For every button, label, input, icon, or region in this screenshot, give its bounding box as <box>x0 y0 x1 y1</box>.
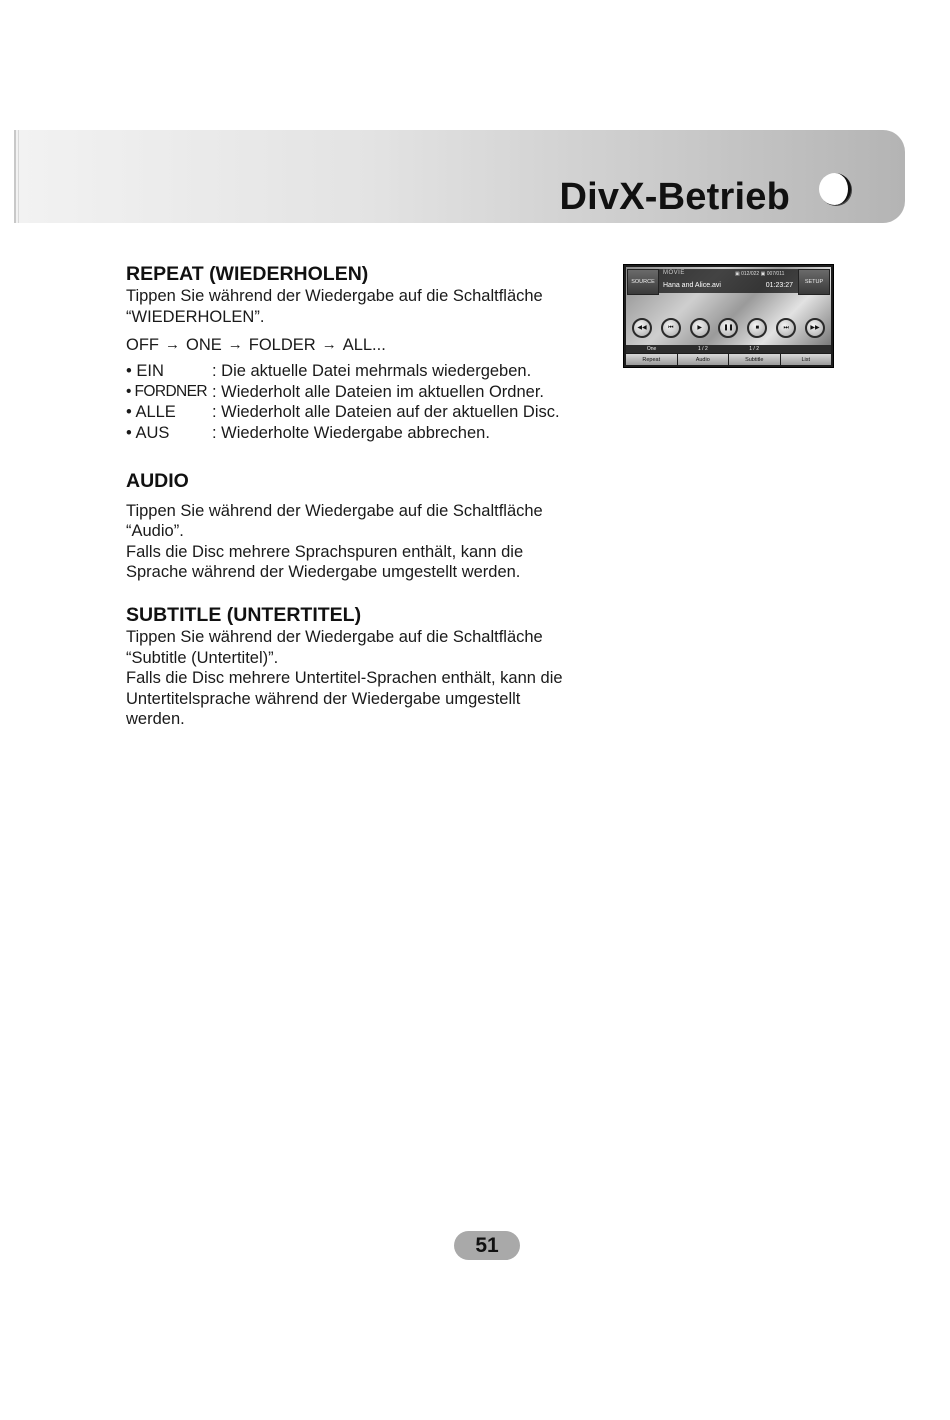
header-edge-line <box>14 130 16 223</box>
repeat-intro-line: Tippen Sie während der Wiedergabe auf die Schaltfläche <box>126 287 543 305</box>
rewind-icon[interactable]: ◀◀ <box>632 318 652 338</box>
option-description: : Die aktuelle Datei mehrmals wiedergeben. <box>212 362 532 381</box>
repeat-option <box>126 361 606 382</box>
header-edge-line <box>18 130 19 223</box>
audio-tab[interactable]: Audio <box>678 354 729 365</box>
audio-text-line: Tippen Sie während der Wiedergabe auf die Schaltfläche <box>126 501 543 520</box>
option-description: : Wiederholte Wiedergabe abbrechen. <box>212 423 490 442</box>
list-tab[interactable]: List <box>781 354 832 365</box>
subtitle-text-line: werden. <box>126 710 185 729</box>
status-row <box>626 345 831 353</box>
file-name: Hana and Alice.avi <box>663 282 721 289</box>
sequence-item: ALL... <box>342 336 386 355</box>
mode-label: MOVIE <box>663 270 685 276</box>
playback-info-bar <box>659 269 799 293</box>
repeat-option <box>126 382 606 403</box>
transport-controls <box>632 318 825 338</box>
track-counter: ▣ 012/022 ▣ 007/011 <box>735 271 785 277</box>
fast-forward-icon[interactable]: ▶▶ <box>805 318 825 338</box>
main-content <box>126 262 606 730</box>
subtitle-status: 1 / 2 <box>749 346 759 352</box>
subtitle-heading: SUBTITLE (UNTERTITEL) <box>126 603 362 626</box>
option-description: : Wiederholt alle Dateien auf der aktuellen Disc. <box>212 403 560 422</box>
sequence-item: OFF <box>126 336 159 355</box>
arrow-right-icon: → <box>227 336 243 354</box>
disc-icon <box>819 173 851 205</box>
subtitle-text-line: “Subtitle (Untertitel)”. <box>126 648 279 667</box>
audio-text-line: Sprache während der Wiedergabe umgestellt werden. <box>126 563 521 582</box>
subtitle-section <box>126 603 606 730</box>
repeat-mode-sequence <box>126 335 606 355</box>
repeat-intro-line: “WIEDERHOLEN”. <box>126 307 265 326</box>
audio-status: 1 / 2 <box>698 346 708 352</box>
subtitle-text-line: Untertitelsprache während der Wiedergabe umgestellt <box>126 689 521 708</box>
repeat-heading: REPEAT (WIEDERHOLEN) <box>126 263 369 285</box>
subtitle-text-line: Tippen Sie während der Wiedergabe auf die Schaltfläche <box>126 627 543 646</box>
repeat-status: One <box>646 346 657 352</box>
playback-time: 01:23:27 <box>765 282 793 289</box>
repeat-tab[interactable]: Repeat <box>626 354 677 365</box>
option-key: • FORDNER <box>126 382 207 400</box>
page-number: 51 <box>454 1231 520 1260</box>
option-key: • ALLE <box>126 403 176 422</box>
sequence-item: FOLDER <box>248 336 316 355</box>
option-key: • EIN <box>126 362 164 381</box>
setup-button[interactable]: SETUP <box>798 269 830 295</box>
audio-section <box>126 469 606 583</box>
subtitle-text-line: Falls die Disc mehrere Untertitel-Sprachen enthält, kann die <box>126 669 563 688</box>
next-icon[interactable]: ⏭ <box>776 318 796 338</box>
device-screen-illustration <box>623 264 834 368</box>
pause-icon[interactable]: ❚❚ <box>718 318 738 338</box>
repeat-option <box>126 402 606 423</box>
audio-text-line: “Audio”. <box>126 522 184 541</box>
stop-icon[interactable]: ■ <box>747 318 767 338</box>
repeat-option <box>126 423 606 444</box>
play-icon[interactable]: ▶ <box>690 318 710 338</box>
repeat-section <box>126 262 606 444</box>
audio-heading: AUDIO <box>126 469 189 492</box>
option-key: • AUS <box>126 423 170 442</box>
arrow-right-icon: → <box>165 336 180 354</box>
page-title: DivX-Betrieb <box>559 176 790 218</box>
subtitle-tab[interactable]: Subtitle <box>729 354 780 365</box>
previous-icon[interactable]: ⏮ <box>661 318 681 338</box>
source-button[interactable]: SOURCE <box>627 269 659 295</box>
function-tabs <box>626 354 831 365</box>
audio-text-line: Falls die Disc mehrere Sprachspuren enthält, kann die <box>126 542 524 561</box>
option-description: : Wiederholt alle Dateien im aktuellen Ordner. <box>212 382 544 401</box>
arrow-right-icon: → <box>321 336 337 354</box>
sequence-item: ONE <box>186 336 222 355</box>
